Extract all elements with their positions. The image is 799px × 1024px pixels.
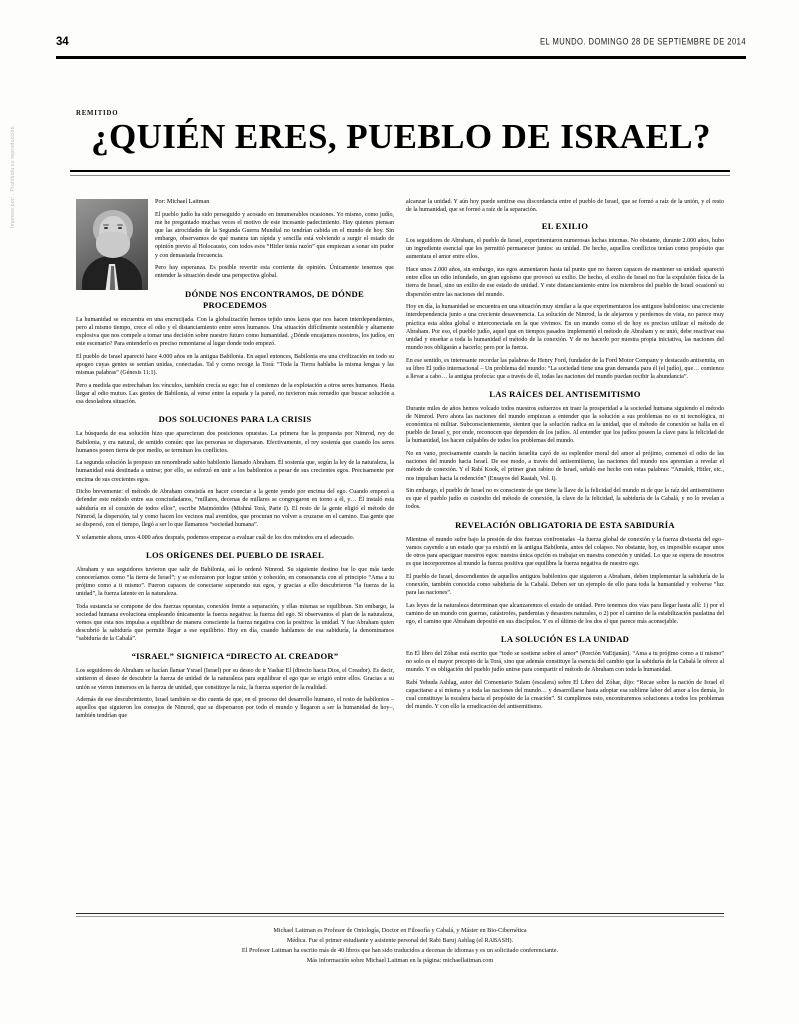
- print-watermark-note: Impreso por: . Prohibida su reproducción.: [10, 124, 16, 228]
- intro-paragraph: Pero hay esperanza. Es posible revertir esta corriente de opinión. Únicamente tenemos que entender la situación desde una perspectiva global.: [155, 265, 394, 280]
- body-paragraph: Rabí Yehuda Ashlag, autor del Comentario Sulam (escalera) sobre El Libro del Zóhar, dijo: “Recae sobre la nación de Israel el capacitarse a sí misma y a toda las naciones del mundo… y desarrollarse hasta adoptar esa sublime labor del amor a los demás, lo cual constituye la escalera hacia el propósito de la creación”. Si cumplimos esto, encontraremos soluciones a todos los problemas del mundo. Y con ello la erradicación del antisemitismo.: [406, 679, 724, 711]
- masthead-rule: [56, 56, 746, 59]
- body-paragraph: Sin embargo, el pueblo de Israel no es consciente de que tiene la llave de la felicidad del mundo ni de que la raíz del antisemitismo es que el pueblo judío es custodio del método de conexión, la clave de la felicidad, la sabiduría de la Cabalá, y no lo revelan a todos.: [406, 488, 724, 511]
- body-paragraph: Dicho brevemente: el método de Abraham consistía en hacer conectar a la gente yendo por encima del ego. Cuando empezó a defender este método entre sus conciudadanos, “millares, decenas de millares se congregaron en torno a él, y… Él instaló esta sabiduría en el corazón de todos ellos”, escribe Maimónides (Mishná Torá, Parte I). El resto de la gente eligió el método de Nimrod, la dispersión, tal y como hacen los vecinos mal avenidos, que procuran no volver a cruzarse en el camino. Esa gente que se dispersó, con el tiempo, llegó a ser lo que llamamos “sociedad humana”.: [76, 489, 394, 528]
- body-paragraph: Además de ese descubrimiento, Israel también se dio cuenta de que, en el proceso del desarrollo humano, el resto de babilonios –aquellos que siguieron los consejos de Nimrod, que se dispersaron por todo el mundo y llegaron a ser la humanidad de hoy–, también tendrían que: [76, 697, 394, 720]
- article-kicker: REMITIDO: [76, 110, 119, 117]
- left-column: [76, 198, 394, 725]
- body-paragraph: El pueblo de Israel, descendientes de aquellos antiguos babilonios que siguieron a Abraham, deben implementar la sabiduría de la conexión, también conocida como sabiduría de la Cabalá. Deben ser un ejemplo de ello para toda la humanidad y volverse “luz para las naciones”.: [406, 573, 724, 596]
- section-heading-israel-significa: “ISRAEL” SIGNIFICA “DIRECTO AL CREADOR”: [131, 651, 339, 662]
- body-paragraph: Los seguidores de Abraham, el pueblo de Israel, experimentaron numerosas luchas internas. No obstante, durante 2.000 años, hubo un ingrediente esencial que les permitió permanecer juntos: su unidad. De hecho, aquellos conflictos tenían como propósito que aumentara el amor entre ellos.: [406, 238, 724, 261]
- body-paragraph: Abraham y sus seguidores tuvieron que salir de Babilonia, así lo ordenó Nimrod. Su siguiente destino fue lo que más tarde conoceríamos como “la tierra de Israel”; y se esforzaron por lograr unión y cohesión, en consonancia con el principio “Ama a tu prójimo como a ti mismo”. Fueron capaces de conectarse superando sus egos, y gracias a ello descubrieron “la fuerza de la unidad”, la fuerza latente en la naturaleza.: [76, 566, 394, 597]
- section-heading-los-origenes: LOS ORÍGENES DEL PUEBLO DE ISRAEL: [145, 549, 325, 560]
- footer-line: Más información sobre Michael Laitman en la página: michaellaitman.com: [306, 957, 494, 965]
- right-column: [406, 198, 724, 716]
- byline: Por: Michael Laitman: [155, 198, 210, 205]
- carryover-paragraph: alcanzar la unidad. Y aún hoy puede sentirse esa discordancia entre el pueblo de Israel, que se formó a raíz de la unión, y el resto de la humanidad, que se formó a raíz de la separación.: [406, 199, 724, 214]
- footer-line: Michael Laitman es Profesor de Ontología, Doctor en Filosofía y Cabalá, y Máster en Bio-Cibernética: [273, 927, 527, 934]
- body-paragraph: Durante miles de años hemos volcado todos nuestros esfuerzos en traer la prosperidad a la sociedad humana siguiendo el método de Nimrod. Pero ahora las naciones del mundo empiezan a entender que la solución a sus problemas no es ni tecnológica, ni económica ni militar. Subconscientemente, sienten que la solución radica en la unidad, que el método de conexión se halla en el pueblo de Israel y, por ende, reconocen que dependen de los judíos. Al entender que los judíos poseen la clave para la felicidad de la humanidad, los hacen culpables de todos los problemas del mundo.: [406, 405, 724, 445]
- avatar: [76, 199, 148, 290]
- body-paragraph: En El libro del Zóhar está escrito que “todo se sostiene sobre el amor” (Porción VaEtjanán). “Ama a tu prójimo como a ti mismo” no solo es el mayor precepto de la Torá, sino que además constituye la esencia del cambio que la sabiduría de la Cabalá le ofrece al mundo. Y es obligación del pueblo judío unirse para compartir el método de Abraham con toda la humanidad.: [406, 650, 724, 674]
- section-heading-la-solucion-es-la-unidad: LA SOLUCIÓN ES LA UNIDAD: [500, 633, 630, 644]
- headline-rule: [70, 170, 730, 176]
- body-paragraph: Toda sustancia se compone de dos fuerzas opuestas, conexión frente a separación, y ellas mismas se equilibran. Sin embargo, la sociedad humana evoluciona empleando únicamente la fuerza negativa: la fuerza del ego. Si observamos el plan de la naturaleza, vemos que esta nos impulsa a equilibrar de manera consciente la fuerza negativa con la positiva: la unidad. Y fue Abraham quien descubrió la sabiduría que permite llegar a ese equilibrio. Hoy en día, cuando hablamos de esa sabiduría, la denominamos “sabiduría de la Cabalá”.: [76, 603, 394, 643]
- footer-rule: [76, 913, 724, 917]
- body-paragraph: Hace unos 2.000 años, sin embargo, sus egos aumentaron hasta tal punto que no fueron capaces de mantener su unidad: apareció entre ellos un odio infundado, un gran egoísmo que provocó su exilio. De hecho, el exilio de Israel no fue la expulsión física de la tierra de Israel, sino un exilio de ese estado de unidad. Y este distanciamiento entre los miembros del pueblo de Israel ocasionó su dispersión entre las naciones del mundo.: [406, 267, 724, 298]
- body-paragraph: La humanidad se encuentra en una encrucijada. Con la globalización hemos tejido unos lazos que nos hacen interdependientes, pero al mismo tiempo, crece el odio y el distanciamiento entre seres humanos. Una situación difícilmente sostenible y altamente explosiva que nos compele a tomar una decisión sobre nuestro futuro como humanidad. ¿Dónde encajamos nosotros, los judíos, en este escenario? Para entenderlo es preciso remontarse al lugar donde todo empezó.: [76, 317, 394, 348]
- body-paragraph: La búsqueda de esa solución hizo que aparecieran dos posiciones opuestas. La primera fue la propuesta por Nimrod, rey de Babilonia, y era natural, de sentido común: que las personas se dispersaran. Efectivamente, el rey sostenía que cuando los seres humanos ponen tierra de por medio, se terminan los conflictos.: [76, 431, 394, 454]
- body-paragraph: Mientras el mundo sufre bajo la presión de dos fuerzas confrontadas –la fuerza global de conexión y la fuerza divisoria del ego– vamos cayendo a un estado que ya existió en la antigua Babilonia, antes del colapso. No obstante, hoy, es imposible escapar unos de otros para apaciguar nuestros egos: nuestra única opción es trabajar en nuestra conexión y unidad. Lo que se espera de nosotros es que incorporemos al mundo la fuerza positiva que equilibra la fuerza negativa de nuestro ego.: [406, 536, 724, 567]
- body-paragraph: Y solamente ahora, unos 4.000 años después, podemos empezar a evaluar cuál de los dos métodos era el adecuado.: [76, 534, 355, 541]
- body-paragraph: Hoy en día, la humanidad se encuentra en una situación muy similar a la que experimentaron los antiguos babilonios: una creciente interdependencia junto a una creciente desavenencia. La solución de Nimrod, la de alejarnos y perdernos de vista, no parece muy práctica esta aldea global e interconectada en la que vivimos. En un mundo como el de hoy es preciso utilizar el método de Abraham. Por eso, el pueblo judío, aquel que en tiempos pasados implementó el método de Abraham y se unió, debe reactivar esa unidad y enseñar a toda la humanidad el método de la conexión. Y de no hacerlo por nuestra propia iniciativa, las naciones del mundo nos obligarán a hacerlo; pero por la fuerza.: [406, 304, 724, 351]
- section-heading-el-exilio: EL EXILIO: [541, 221, 589, 232]
- body-paragraph: En ese sentido, es interesante recordar las palabras de Henry Ford, fundador de la Ford Motor Company y destacado antisemita, en su libro El judío internacional – Un problema del mundo: “La sociedad tiene una gran demanda para él (el judío), que… comience a llevar a cabo… la antigua profecía: que a través de él, todas las naciones del mundo puedan recibir la abundancia”.: [406, 357, 724, 380]
- body-paragraph: Pero a medida que estrechaban los vínculos, también crecía su ego: fue el comienzo de la explotación a otros seres humanos. Hasta llegar al odio mutuo. Las gentes de Babilonia, al verse entre la espada y la pared, no tuvieron más remedio que buscar solución a esa desoladora situación.: [76, 383, 394, 406]
- body-paragraph: Los seguidores de Abraham se hacían llamar Ysrael (Israel) por su deseo de ir Yashar El (directo hacia Dios, el Creador). Es decir, sintieron el deseo de descubrir la fuerza de unidad de la naturaleza para equilibrar el ego que se erigió entre ellos. Gracias a su unión se vieron inmersos en la fuerza de unidad, que constituye la raíz, la fuerza superior de la realidad.: [76, 668, 394, 691]
- intro-with-photo: [76, 198, 394, 281]
- body-paragraph: Las leyes de la naturaleza determinan que alcanzaremos el estado de unidad. Pero tenemos dos vías para llegar hasta allí: 1) por el camino de un mundo con guerras, catástrofes, pandemias y desastres naturales, o 2) por el camino de la estabilización paulatina del ego, el camino que Abraham depositó en sus discípulos. Y es el último de los dos el que parece más aconsejable.: [406, 602, 724, 625]
- body-paragraph: El pueblo de Israel apareció hace 4.000 años en la antigua Babilonia. En aquel entonces, Babilonia era una civilización en todo su apogeo cuyas gentes se sentían unidas, conectadas. Tal y como recoge la Torá: “Toda la Tierra hablaba la misma lengua y las mismas palabras” (Génesis 11:1).: [76, 354, 394, 377]
- intro-paragraph: El pueblo judío ha sido perseguido y acosado en innumerables ocasiones. Yo mismo, como judío, me he preguntado muchas veces el motivo de este incesante padecimiento. Hay quienes piensan que las atrocidades de la Segunda Guerra Mundial no tendrían cabida en el mundo de hoy. Sin embargo, observamos de qué manera tan rápida y sencilla está volviendo a surgir el estado de opinión previo al Holocausto, con todos esos “Hitler tenía razón” que empiezan a sonar sin pudor y con demasiada frecuencia.: [155, 211, 394, 259]
- author-bio-footer: [76, 926, 724, 966]
- footer-line: Médica. Fue el primer estudiante y asistente personal del Rabi Baruj Ashlag (el RABASH).: [286, 937, 514, 945]
- page-number: 34: [56, 36, 69, 48]
- body-paragraph: No en vano, precisamente cuando la nación israelita cayó de su esplendor moral del amor al prójimo, comenzó el odio de las naciones del mundo hacia Israel. De ese modo, a través del antisemitismo, las naciones del mundo nos apremian a revelar el método de conexión. Y el Rabí Kook, el primer gran rabino de Israel, señaló ese hecho con estas palabras: “Amalek, Hitler, etc., nos impulsan hacia la redención” (Ensayos del Raaiah, Vol. I).: [406, 451, 724, 482]
- body-paragraph: La segunda solución la propuso un renombrado sabio babilonio llamado Abraham. Él sostenía que, según la ley de la naturaleza, la humanidad está destinada a unirse; por ello, se esforzó en unir a los babilonios a pesar de sus crecientes egos. Precisamente por encima de sus crecientes egos.: [76, 460, 394, 483]
- section-heading-donde-nos-encontramos: DÓNDE NOS ENCONTRAMOS, DE DÓNDE PROCEDEMOS: [185, 288, 364, 311]
- page-title: ¿QUIÉN ERES, PUEBLO DE ISRAEL?: [91, 117, 711, 156]
- publication-date-line: EL MUNDO. DOMINGO 28 DE SEPTIEMBRE DE 2014: [540, 36, 746, 47]
- footer-line: El Profesor Laitman ha escrito más de 40 libros que han sido traducidos a decenas de idiomas y es un solicitado conferenciante.: [241, 947, 559, 955]
- section-heading-dos-soluciones: DOS SOLUCIONES PARA LA CRISIS: [158, 414, 312, 425]
- section-heading-revelacion-obligatoria: REVELACIÓN OBLIGATORIA DE ESTA SABIDURÍA: [455, 519, 675, 530]
- section-heading-las-raices: LAS RAÍCES DEL ANTISEMITISMO: [489, 388, 641, 399]
